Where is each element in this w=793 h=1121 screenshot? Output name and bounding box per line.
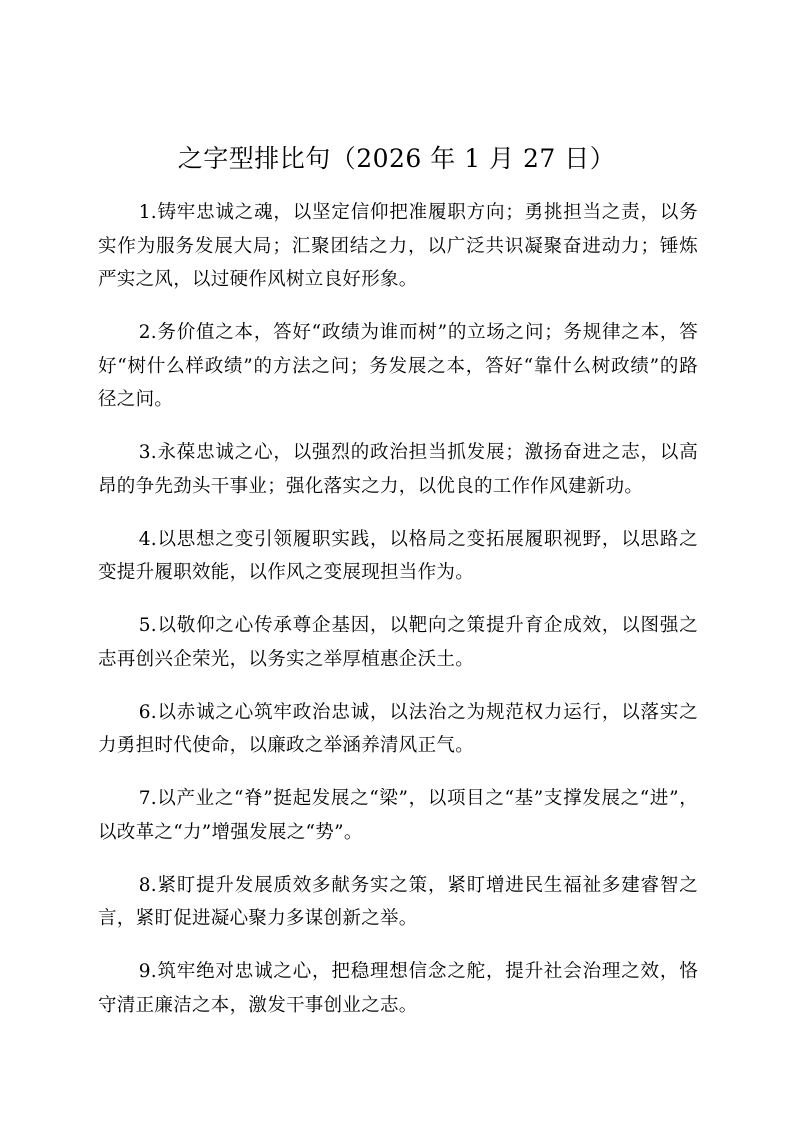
paragraph-6: 6.以赤诚之心筑牢政治忠诚，以法治之为规范权力运行，以落实之力勇担时代使命，以廉政之举涵养清风正气。: [98, 701, 698, 756]
paragraph-4: 4.以思想之变引领履职实践，以格局之变拓展履职视野，以思路之变提升履职效能，以作风之变展现担当作为。: [98, 528, 698, 583]
document-title: 之字型排比句（2026 年 1 月 27 日）: [177, 144, 616, 173]
paragraph-1: 1.铸牢忠诚之魂，以坚定信仰把准履职方向；勇挑担当之责，以务实作为服务发展大局；汇聚团结之力，以广泛共识凝聚奋进动力；锤炼严实之风，以过硬作风树立良好形象。: [98, 202, 698, 290]
document-body: [98, 196, 698, 1042]
paragraph-5: 5.以敬仰之心传承尊企基因，以靶向之策提升育企成效，以图强之志再创兴企荣光，以务实之举厚植惠企沃土。: [98, 615, 698, 670]
paragraph-2: 2.务价值之本，答好“政绩为谁而树”的立场之问；务规律之本，答好“树什么样政绩”的方法之问；务发展之本，答好“靠什么树政绩”的路径之问。: [98, 322, 698, 410]
paragraph-9: 9.筑牢绝对忠诚之心，把稳理想信念之舵，提升社会治理之效，恪守清正廉洁之本，激发干事创业之志。: [98, 961, 698, 1016]
paragraph-8: 8.紧盯提升发展质效多献务实之策，紧盯增进民生福祉多建睿智之言，紧盯促进凝心聚力多谋创新之举。: [98, 874, 698, 929]
paragraph-7: 7.以产业之“脊”挺起发展之“梁”，以项目之“基”支撑发展之“进”，以改革之“力”增强发展之“势”。: [98, 788, 698, 843]
paragraph-3: 3.永葆忠诚之心，以强烈的政治担当抓发展；激扬奋进之志，以高昂的争先劲头干事业；强化落实之力，以优良的工作作风建新功。: [98, 442, 698, 497]
